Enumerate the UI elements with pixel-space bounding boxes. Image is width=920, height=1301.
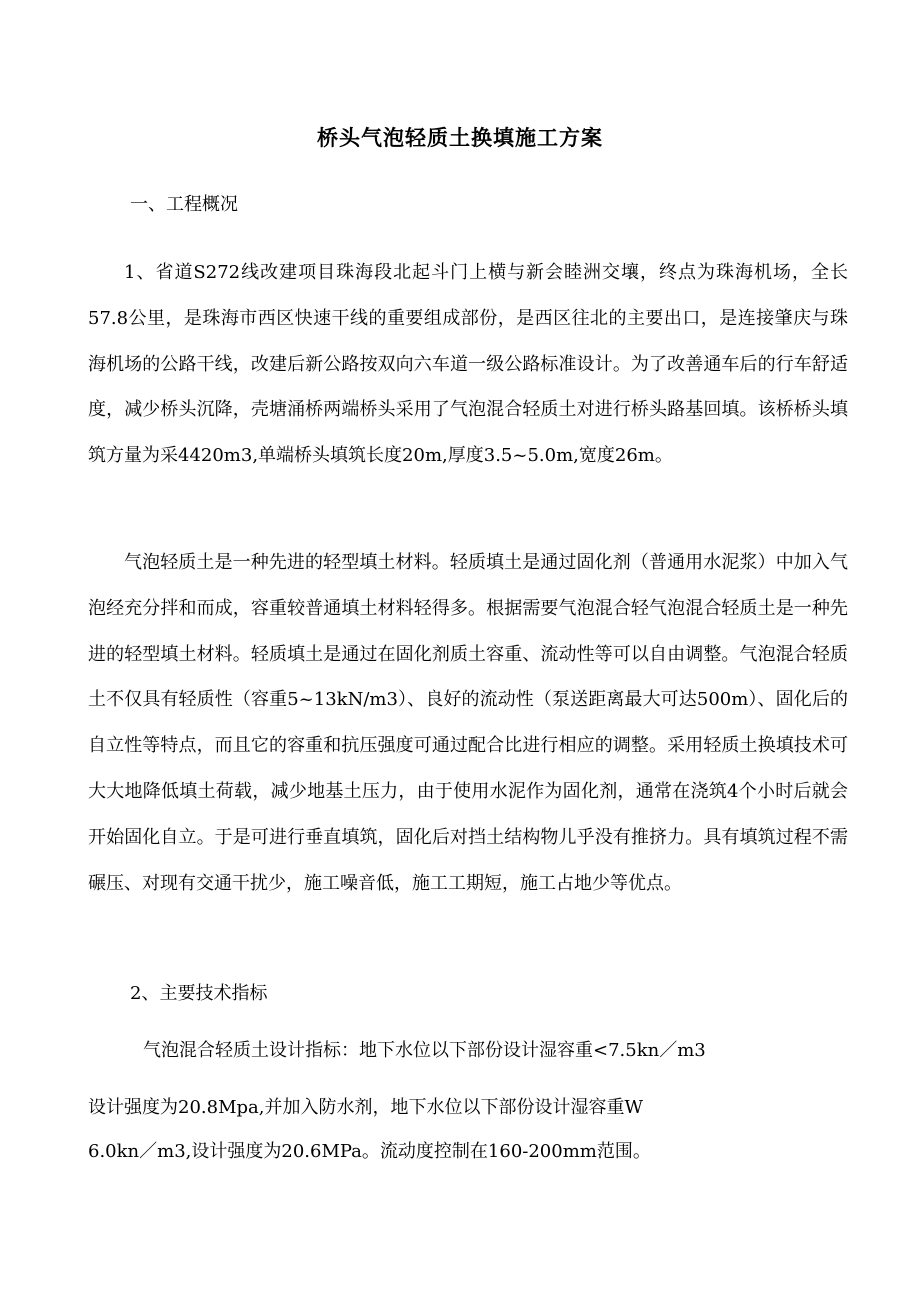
paragraph-project-description: 1、省道S272线改建项目珠海段北起斗门上横与新会睦洲交壤，终点为珠海机场，全长57.8公里，是珠海市西区快速干线的重要组成部份，是西区往北的主要出口，是连接肇庆与珠海机场的公路干线，改建后新公路按双向六车道一级公路标准设计。为了改善通车后的行车舒适度，减少桥头沉降，壳塘涌桥两端桥头采用了气泡混合轻质土对进行桥头路基回填。该桥桥头填筑方量为采4420m3,单端桥头填筑长度20m,厚度3.5~5.0m,宽度26m。 [88,262,848,467]
paragraph-foam-lightweight-soil: 气泡轻质土是一种先进的轻型填土材料。轻质填土是通过固化剂（普通用水泥浆）中加入气泡经充分拌和而成，容重较普通填土材料轻得多。根据需要气泡混合轻气泡混合轻质土是一种先进的轻型填土材料。轻质填土是通过在固化剂质土容重、流动性等可以自由调整。气泡混合轻质土不仅具有轻质性（容重5~13kN/m3）、良好的流动性（泵送距离最大可达500m）、固化后的自立性等特点，而且它的容重和抗压强度可通过配合比进行相应的调整。采用轻质土换填技术可大大地降低填土荷载，减少地基土压力，由于使用水泥作为固化剂，通常在浇筑4个小时后就会开始固化自立。于是可进行垂直填筑，固化后对挡土结构物儿乎没有推挤力。具有填筑过程不需碾压、对现有交通干扰少，施工噪音低，施工工期短，施工占地少等优点。 [88,552,848,894]
spec-line-1: 气泡混合轻质土设计指标：地下水位以下部份设计湿容重<7.5kn／m3 [143,1040,706,1061]
spec-line-2: 设计强度为20.8Mpa,并加入防水剂，地下水位以下部份设计湿容重W [88,1097,643,1118]
section-heading-overview: 一、工程概况 [130,194,238,215]
section-heading-technical-indicators: 2、主要技术指标 [130,983,268,1004]
document-title: 桥头气泡轻质土换填施工方案 [317,126,603,150]
spec-line-3: 6.0kn／m3,设计强度为20.6MPa。流动度控制在160-200mm范围。 [88,1141,651,1162]
